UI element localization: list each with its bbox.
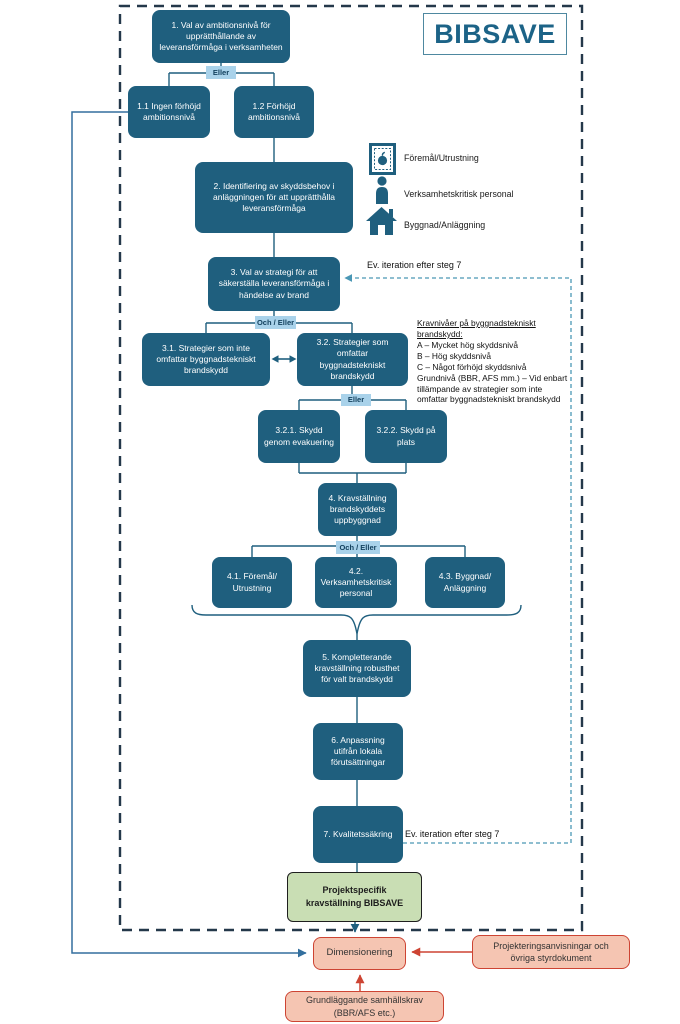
node-step4: 4. Kravställning brandskyddets uppbyggnad [318,483,397,536]
node-step3: 3. Val av strategi för att säkerställa leveransförmåga i händelse av brand [208,257,340,311]
node-step3-2-2: 3.2.2. Skydd på plats [365,410,447,463]
framed-object-icon [369,143,396,175]
node-step4-1: 4.1. Föremål/ Utrustning [212,557,292,608]
bibsave-logo-text: BIBSAVE [434,18,556,49]
kravnivaer-heading: Kravnivåer på byggnadstekniskt brandskydd: [417,318,536,339]
node-step7: 7. Kvalitetssäkring [313,806,403,863]
chip-och-eller-2: Och / Eller [336,541,380,554]
node-styrdokument: Projekteringsanvisningar och övriga styrdokument [472,935,630,969]
strategy-double-arrow [272,355,297,362]
chip-och-eller-1: Och / Eller [255,316,296,329]
node-step3-2: 3.2. Strategier som omfattar byggnadstekniskt brandskydd [297,333,408,386]
legend-label-foremal: Föremål/Utrustning [404,153,479,163]
kravnivaer-line: Grundnivå (BBR, AFS mm.) – Vid enbart tillämpande av strategier som inte omfattar byggnadstekniskt brandskydd [417,372,568,405]
kravnivaer-line: C – Något förhöjd skyddsnivå [417,361,527,372]
house-icon [365,206,398,236]
node-step1-1: 1.1 Ingen förhöjd ambitionsnivå [128,86,210,138]
node-step2: 2. Identifiering av skyddsbehov i anläggningen för att upprätthålla leveransförmåga [195,162,353,233]
node-samhallskrav: Grundläggande samhällskrav (BBR/AFS etc.) [285,991,444,1022]
node-step3-1: 3.1. Strategier som inte omfattar byggnadstekniskt brandskydd [142,333,270,386]
iteration-note-top: Ev. iteration efter steg 7 [367,260,462,270]
dashed-frame [120,6,582,930]
node-dimensionering: Dimensionering [313,937,406,970]
chip-eller-2: Eller [341,394,371,406]
node-step5: 5. Kompletterande kravställning robusthet för valt brandskydd [303,640,411,697]
node-result: Projektspecifik kravställning BIBSAVE [287,872,422,922]
node-step4-3: 4.3. Byggnad/ Anläggning [425,557,505,608]
node-step1: 1. Val av ambitionsnivå för upprätthållande av leveransförmåga i verksamheten [152,10,290,63]
legend-label-personal: Verksamhetskritisk personal [404,189,514,199]
bypass-arrow [72,112,306,953]
person-icon [371,176,393,204]
iteration-note-bottom: Ev. iteration efter steg 7 [405,829,500,839]
node-step3-2-1: 3.2.1. Skydd genom evakuering [258,410,340,463]
kravnivaer-line: A – Mycket hög skyddsnivå [417,339,519,350]
kravnivaer-note [417,318,570,405]
kravnivaer-line: B – Hög skyddsnivå [417,350,492,361]
legend-label-byggnad: Byggnad/Anläggning [404,220,486,230]
node-step6: 6. Anpassning utifrån lokala förutsättningar [313,723,403,780]
bibsave-logo [423,13,567,55]
chip-eller-1: Eller [206,66,236,79]
node-step1-2: 1.2 Förhöjd ambitionsnivå [234,86,314,138]
node-step4-2: 4.2. Verksamhetskritisk personal [315,557,397,608]
